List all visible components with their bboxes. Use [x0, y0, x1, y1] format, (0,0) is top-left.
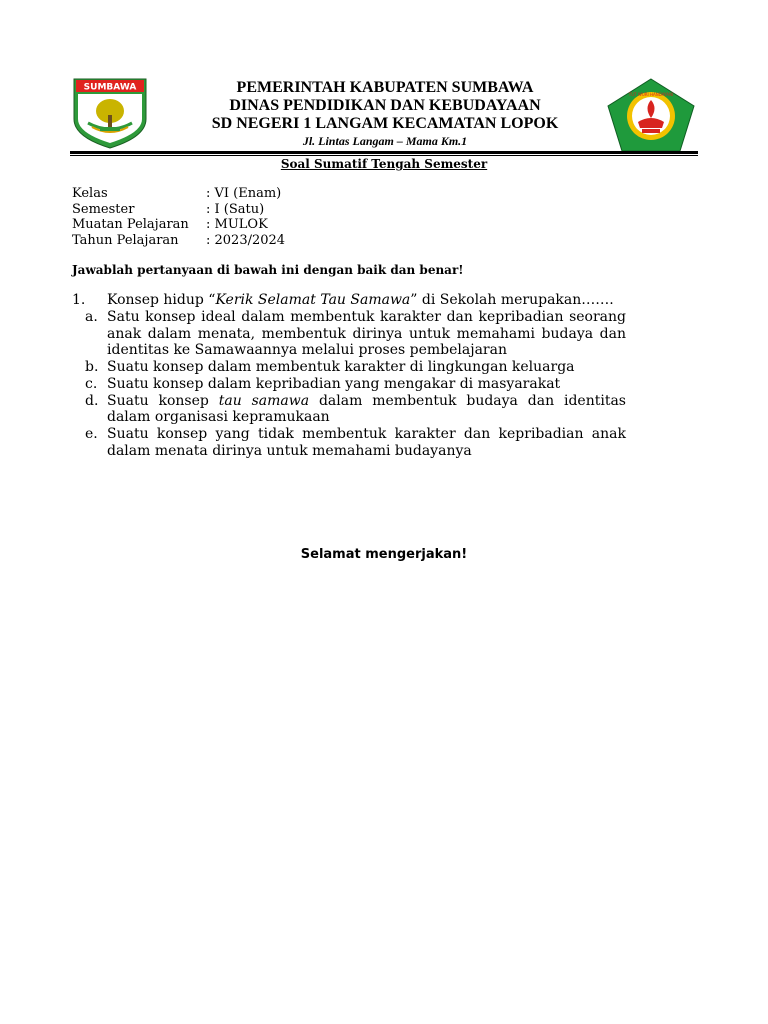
info-label: Tahun Pelajaran [72, 232, 179, 248]
header-line-3: SD NEGERI 1 LANGAM KECAMATAN LOPOK [211, 115, 559, 132]
option-d [72, 393, 626, 426]
option-letter: b. [85, 359, 99, 376]
info-value: : 2023/2024 [206, 232, 286, 248]
info-value: : VI (Enam) [206, 186, 282, 201]
closing-message: Selamat mengerjakan! [300, 547, 468, 562]
option-c [72, 376, 626, 393]
logo-left-label: SUMBAWA [83, 82, 137, 93]
question-number: 1. [72, 292, 86, 308]
letterhead-divider-thick [70, 151, 698, 154]
option-letter: e. [85, 425, 98, 442]
option-text: Suatu konsep dalam membentuk karakter di lingkungan keluarga [107, 359, 575, 376]
question-text-before: Konsep hidup “ [107, 292, 216, 308]
header-line-1: PEMERINTAH KABUPATEN SUMBAWA [236, 79, 534, 96]
question-text-after: ” di Sekolah merupakan……. [410, 292, 614, 308]
header-line-2: DINAS PENDIDIKAN DAN KEBUDAYAAN [229, 97, 541, 114]
option-e [72, 426, 626, 459]
option-text-before: Suatu konsep [107, 392, 219, 409]
option-text: Suatu konsep dalam kepribadian yang mengakar di masyarakat [107, 375, 561, 392]
letterhead [150, 79, 620, 149]
option-b [72, 359, 626, 376]
info-row-muatan-pelajaran [72, 217, 285, 233]
info-row-tahun-pelajaran [72, 233, 285, 249]
option-letter: c. [85, 375, 98, 392]
option-text [107, 393, 626, 426]
option-letter: d. [85, 392, 99, 409]
logo-right-label: TUT WURI HANDAYANI [628, 92, 674, 97]
info-label: Kelas [72, 186, 108, 201]
letterhead-divider-thin [70, 155, 698, 156]
option-text-after: dalam membentuk budaya dan identitas dalam organisasi kepramukaan [107, 392, 626, 426]
info-row-semester [72, 202, 285, 218]
question-stem [72, 292, 626, 309]
question-text-italic: Kerik Selamat Tau Samawa [215, 292, 411, 308]
sumbawa-regency-logo [70, 77, 150, 149]
info-label: Semester [72, 201, 135, 217]
student-info-block [72, 186, 285, 248]
instruction-text: Jawablah pertanyaan di bawah ini dengan baik dan benar! [72, 263, 464, 277]
question-1 [72, 292, 626, 459]
info-label: Muatan Pelajaran [72, 217, 189, 232]
header-address: Jl. Lintas Langam – Mama Km.1 [302, 134, 468, 148]
info-value: : MULOK [206, 217, 268, 232]
info-value: : I (Satu) [206, 201, 265, 217]
option-text: Satu konsep ideal dalam membentuk karakter dan kepribadian seorang anak dalam menata, membentuk dirinya untuk memahami budaya dan identitas ke Samawaannya melalui proses pembelajaran [107, 309, 626, 359]
option-letter: a. [85, 309, 98, 325]
option-text: Suatu konsep yang tidak membentuk karakter dan kepribadian anak dalam menata dirinya untuk memahami budayanya [107, 425, 626, 459]
option-a [72, 309, 626, 359]
option-text-italic: tau samawa [218, 392, 310, 409]
info-row-kelas [72, 186, 285, 202]
document-title: Soal Sumatif Tengah Semester [280, 157, 488, 171]
